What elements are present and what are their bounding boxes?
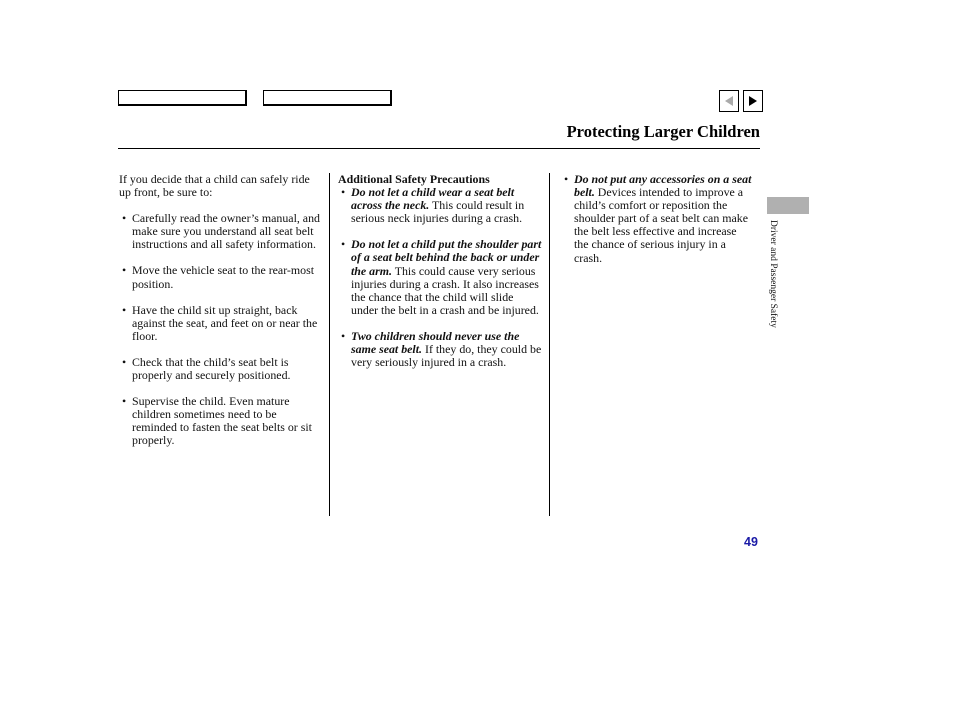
warning-text: This could result in serious neck injuries during a crash. [351,198,525,226]
list-item [561,173,754,265]
warning-emphasis: Do not put any accessories on a seat belt. [574,172,752,200]
list-item [338,238,543,317]
list-item: • Move the vehicle seat to the rear-most position. [119,264,324,290]
warning-emphasis: Two children should never use the same seat belt. [351,328,520,357]
intro-paragraph: If you decide that a child can safely ride up front, be sure to: [119,172,310,200]
warning-emphasis: Do not let a child put the shoulder part of a seat belt behind the back or under the arm. [351,237,542,278]
column-1 [119,173,324,461]
section-tab-marker [767,197,809,214]
next-page-button[interactable] [743,90,763,112]
nav-link-box-2[interactable] [263,90,392,106]
title-divider [118,148,760,149]
column-divider [329,173,330,516]
nav-link-box-1[interactable] [118,90,247,106]
section-side-label: Driver and Passenger Safety [768,220,778,328]
safety-precautions-list-continued [561,173,754,265]
column-3 [561,173,754,278]
precaution-list [119,212,324,447]
triangle-right-icon [749,96,757,106]
page-number: 49 [744,535,758,549]
list-item: • Have the child sit up straight, back against the seat, and feet on or near the floor. [119,304,324,343]
warning-text: This could cause very serious injuries during a crash. It also increases the chance that the child will slide under the belt in a crash and be injured. [351,263,539,317]
warning-emphasis: Do not let a child wear a seat belt across the neck. [351,185,515,213]
column-2 [338,173,543,382]
previous-page-button[interactable] [719,90,739,112]
triangle-left-icon [725,96,733,106]
section-heading: Additional Safety Precautions [338,172,490,186]
warning-text: If they do, they could be very seriously injured in a crash. [351,342,542,370]
page-title: Protecting Larger Children [566,122,760,141]
list-item: • Carefully read the owner’s manual, and make sure you understand all seat belt instructions and all safety information. [119,212,324,251]
list-item: • Check that the child’s seat belt is properly and securely positioned. [119,356,324,382]
warning-text: Devices intended to improve a child’s comfort or reposition the shoulder part of a seat belt can make the belt less effective and increase the chance of serious injury in a crash. [574,185,748,265]
column-divider [549,173,550,516]
safety-precautions-list [338,186,543,369]
list-item [338,186,543,225]
list-item [338,330,543,369]
list-item: • Supervise the child. Even mature children sometimes need to be reminded to fasten the seat belts or sit properly. [119,395,324,447]
